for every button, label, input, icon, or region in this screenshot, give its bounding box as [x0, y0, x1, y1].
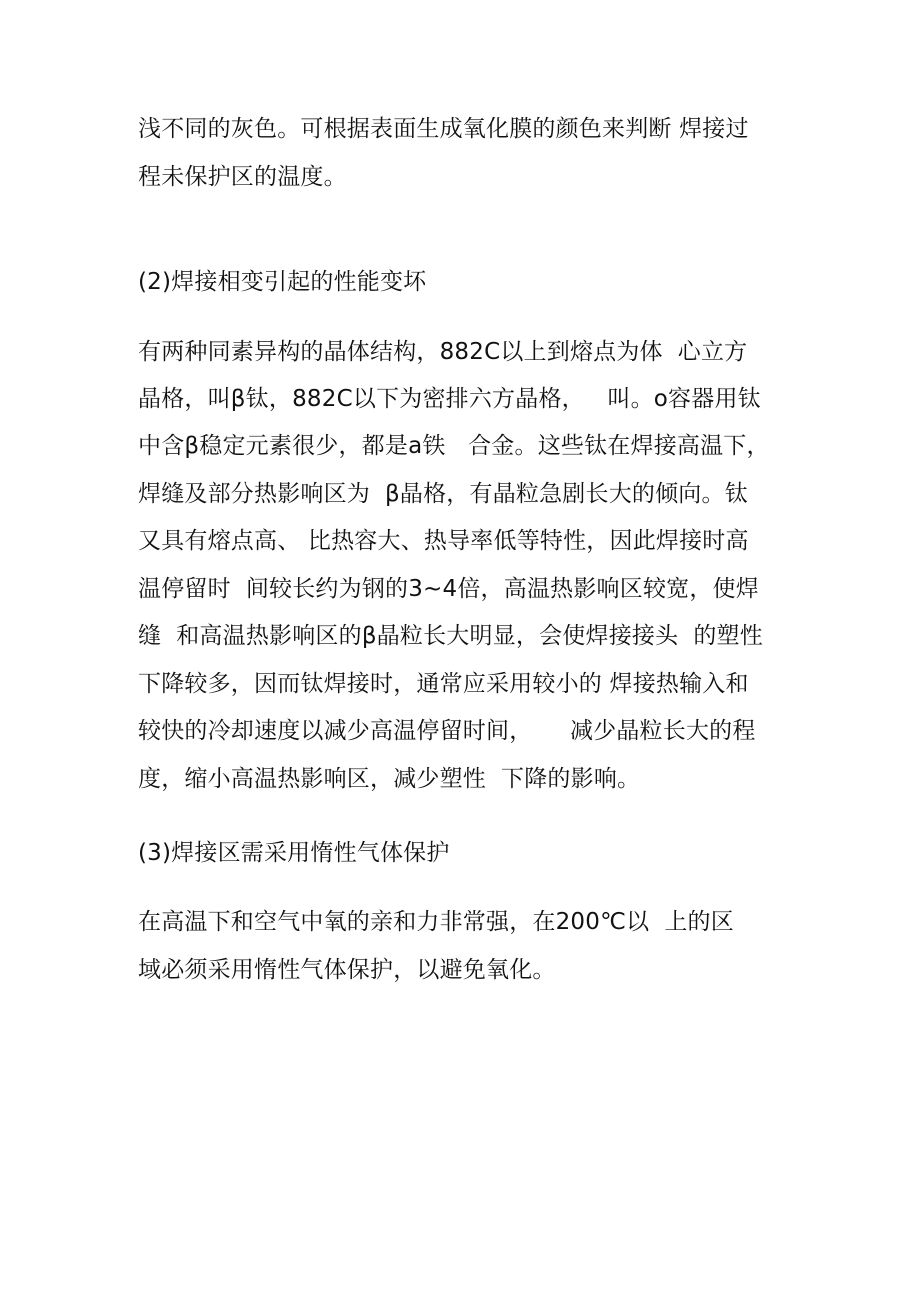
paragraph-line: 较快的冷却速度以减少高温停留时间， 减少晶粒长大的程: [138, 718, 756, 744]
paragraph-line: 浅不同的灰色。可根据表面生成氧化膜的颜色来判断 焊接过: [138, 116, 749, 142]
paragraph-line: 中含β稳定元素很少，都是a铁 合金。这些钛在焊接高温下，: [138, 433, 770, 459]
paragraph-line: 域必须采用惰性气体保护，以避免氧化。: [138, 957, 556, 983]
section-heading: (2)焊接相变引起的性能变坏: [138, 269, 427, 295]
paragraph-line: 又具有熔点高、 比热容大、热导率低等特性，因此焊接时高: [138, 528, 749, 554]
paragraph-line: 度，缩小高温热影响区，减少塑性 下降的影响。: [138, 766, 641, 792]
section-heading: (3)焊接区需采用惰性气体保护: [138, 840, 450, 866]
paragraph-line: 在高温下和空气中氧的亲和力非常强，在200℃以 上的区: [138, 909, 734, 935]
paragraph-line: 程未保护区的温度。: [138, 164, 347, 190]
paragraph-line: 有两种同素异构的晶体结构，882C以上到熔点为体 心立方: [138, 339, 748, 365]
paragraph-line: 晶格，叫β钛，882C以下为密排六方晶格， 叫。o容器用钛: [138, 386, 761, 412]
paragraph-line: 温停留时 间较长约为钢的3~4倍，高温热影响区较宽，使焊: [138, 576, 759, 602]
paragraph-line: 缝 和高温热影响区的β晶粒长大明显，会使焊接接头 的塑性: [138, 623, 763, 649]
paragraph-line: 焊缝及部分热影响区为 β晶格，有晶粒急剧长大的倾向。钛: [138, 481, 748, 507]
paragraph-line: 下降较多，因而钛焊接时，通常应采用较小的 焊接热输入和: [138, 671, 749, 697]
